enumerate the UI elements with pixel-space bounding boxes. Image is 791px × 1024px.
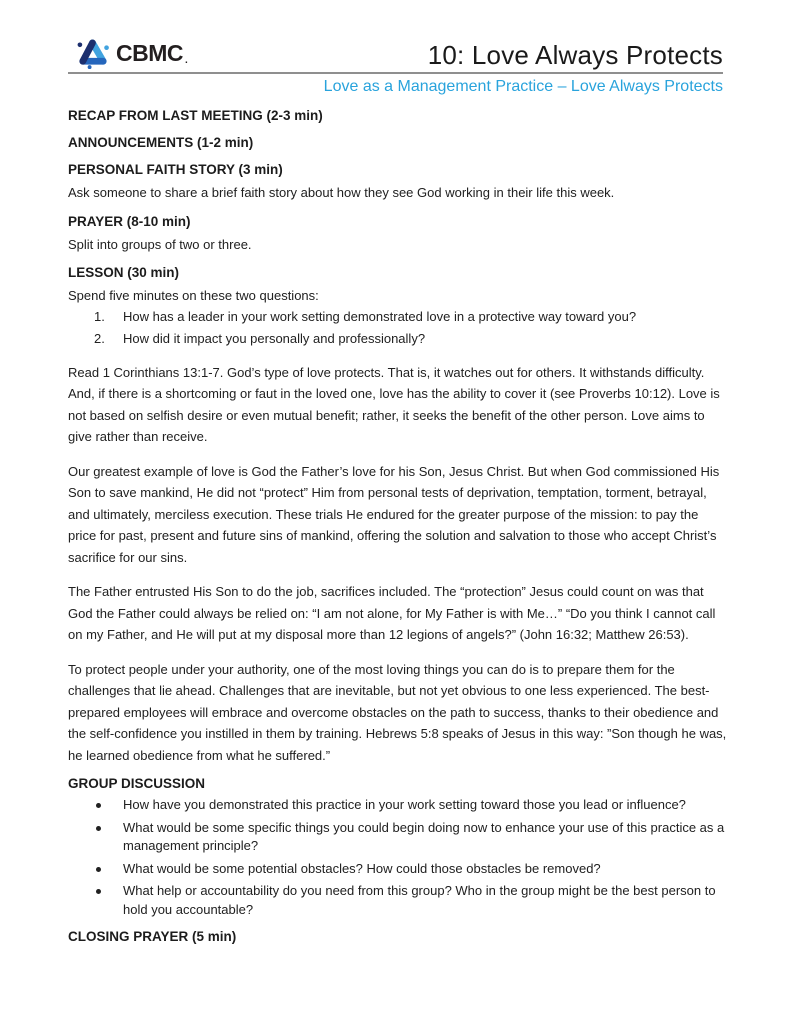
section-heading-faith-story: PERSONAL FAITH STORY (3 min) <box>68 162 283 177</box>
document-body <box>68 103 729 949</box>
section-heading-group-discussion: GROUP DISCUSSION <box>68 776 206 791</box>
list-item <box>94 330 729 349</box>
discussion-bullet: What would be some potential obstacles? How could those obstacles be removed? <box>123 860 601 876</box>
list-item <box>94 860 729 879</box>
section-heading-announcements: ANNOUNCEMENTS (1-2 min) <box>68 135 254 150</box>
list-item <box>94 819 729 856</box>
faith-story-body: Ask someone to share a brief faith story about how they see God working in their life this week. <box>68 185 615 200</box>
lesson-question-list <box>68 308 729 349</box>
bullet-icon <box>94 860 123 872</box>
discussion-bullet-list <box>68 796 729 919</box>
page-subtitle: Love as a Management Practice – Love Always Protects <box>323 78 723 95</box>
list-item <box>94 882 729 919</box>
lesson-paragraph: To protect people under your authority, one of the most loving things you can do is to prepare them for the challenges that lie ahead. Challenges that are inevitable, but not yet obvious to one less experienced. The best-prepared employees will embrace and overcome obstacles on the path to success, thanks to their obedience and the self-confidence you instilled in them by training. Hebrews 5:8 speaks of Jesus in this way: ”Son though he was, he learned obedience from what he suffered.” <box>68 661 727 763</box>
lesson-question: How did it impact you personally and professionally? <box>123 331 426 346</box>
lesson-paragraph: The Father entrusted His Son to do the job, sacrifices included. The “protection” Jesus could count on was that God the Father could always be relied on: “I am not alone, for My Father is with Me…” “Do you think I cannot call on my Father, and He will put at my disposal more than 12 legions of angels?” (John 16:32; Matthew 26:53). <box>68 584 716 642</box>
discussion-bullet: How have you demonstrated this practice in your work setting toward those you lead or influence? <box>123 797 686 812</box>
discussion-bullet: What would be some specific things you could begin doing now to enhance your use of this practice as a management principle? <box>123 819 725 853</box>
section-heading-prayer: PRAYER (8-10 min) <box>68 213 191 229</box>
cbmc-logo-text: CBMC <box>116 40 183 66</box>
prayer-body: Split into groups of two or three. <box>68 236 252 252</box>
cbmc-triangle-icon <box>76 38 109 69</box>
section-heading-recap: RECAP FROM LAST MEETING (2-3 min) <box>68 108 323 123</box>
list-number: 2. <box>94 331 105 346</box>
lesson-intro: Spend five minutes on these two questions: <box>68 288 319 303</box>
lesson-paragraph: Read 1 Corinthians 13:1-7. God’s type of love protects. That is, it watches out for others. It withstands difficulty. And, if there is a shortcoming or faut in the loved one, love has the ability to cover it (see Proverbs 10:12). Love is not based on selfish desire or even mutual benefit; rather, it seeks the benefit of the other person. Love aims to give rather than receive. <box>68 364 720 444</box>
header-divider <box>68 72 723 74</box>
list-item <box>94 308 729 327</box>
bullet-icon <box>94 796 123 808</box>
document-header <box>0 0 791 103</box>
list-item <box>94 796 729 815</box>
lesson-question: How has a leader in your work setting demonstrated love in a protective way toward you? <box>123 308 637 324</box>
bullet-icon <box>94 882 123 894</box>
bullet-icon <box>94 819 123 831</box>
section-heading-lesson: LESSON (30 min) <box>68 265 180 280</box>
discussion-bullet: What help or accountability do you need from this group? Who in the group might be the best person to hold you accountable? <box>123 883 716 917</box>
cbmc-logo-suffix: . <box>185 55 188 66</box>
cbmc-logo <box>76 38 188 69</box>
section-heading-closing-prayer: CLOSING PRAYER (5 min) <box>68 929 237 944</box>
list-number: 1. <box>94 308 105 324</box>
page-title: 10: Love Always Protects <box>427 40 723 70</box>
lesson-paragraph: Our greatest example of love is God the Father’s love for his Son, Jesus Christ. But when God commissioned His Son to save mankind, He did not “protect” Him from personal tests of deprivation, temptation, torment, betrayal, and ultimately, merciless execution. These trials He endured for the greater purpose of the mission: to pay the price for past, present and future sins of mankind, offering the solution and salvation to those who accept Christ’s sacrifice for our sins. <box>68 463 720 565</box>
